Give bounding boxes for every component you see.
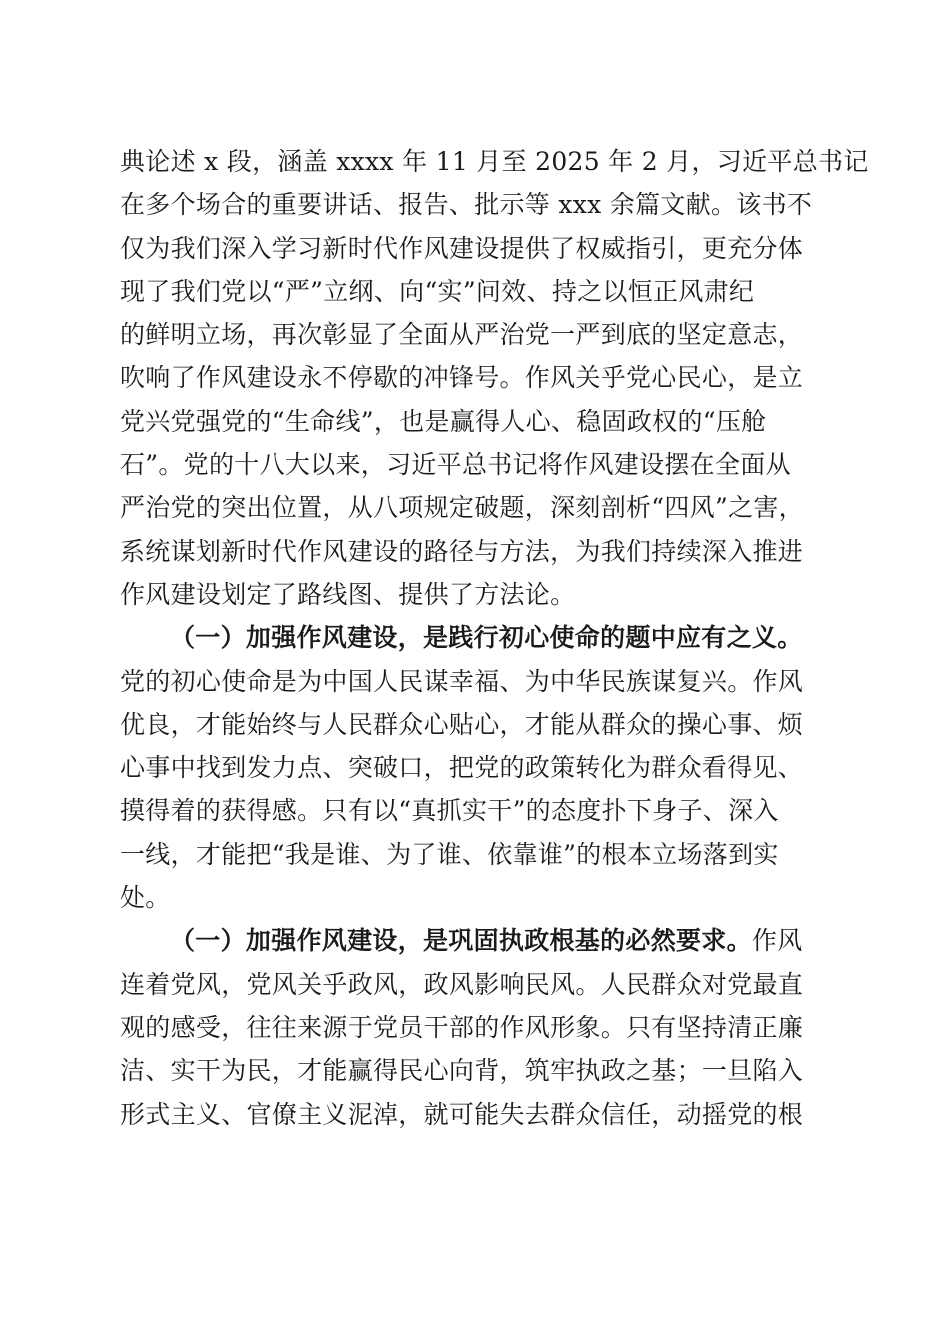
document-body	[120, 140, 869, 1136]
paragraph-line: 仅为我们深入学习新时代作风建设提供了权威指引，更充分体	[120, 233, 804, 263]
section-heading-tail: 作风	[751, 926, 803, 956]
paragraph-line: 心事中找到发力点、突破口，把党的政策转化为群众看得见、	[120, 753, 804, 783]
paragraph-line: 优良，才能始终与人民群众心贴心，才能从群众的操心事、烦	[120, 709, 804, 739]
paragraph-line: 现了我们党以“严”立纲、向“实”问效、持之以恒正风肃纪	[120, 276, 755, 306]
paragraph-section-2	[120, 919, 832, 1135]
paragraph-line: 党兴党强党的“生命线”，也是赢得人心、稳固政权的“压舱	[120, 406, 767, 436]
section-heading: （一）加强作风建设，是巩固执政根基的必然要求。	[170, 926, 752, 956]
paragraph-line: 在多个场合的重要讲话、报告、批示等 xxx 余篇文献。该书不	[120, 190, 813, 220]
paragraph-line: 连着党风，党风关乎政风，政风影响民风。人民群众对党最直	[120, 969, 804, 999]
paragraph-line: 摸得着的获得感。只有以“真抓实干”的态度扑下身子、深入	[120, 796, 779, 826]
section-heading: （一）加强作风建设，是践行初心使命的题中应有之义。	[170, 623, 803, 653]
paragraph-line: 石”。党的十八大以来，习近平总书记将作风建设摆在全面从	[120, 450, 791, 480]
paragraph-section-1	[120, 616, 832, 919]
paragraph-line: 处。	[120, 883, 171, 913]
paragraph-line: 严治党的突出位置，从八项规定破题，深刻剖析“四风”之害，	[120, 493, 804, 523]
paragraph-line: 一线，才能把“我是谁、为了谁、依靠谁”的根本立场落到实	[120, 839, 779, 869]
paragraph-line: 洁、实干为民，才能赢得民心向背，筑牢执政之基；一旦陷入	[120, 1056, 804, 1086]
section-heading-line	[120, 919, 832, 962]
paragraph-line: 观的感受，往往来源于党员干部的作风形象。只有坚持清正廉	[120, 1012, 804, 1042]
paragraph-line: 吹响了作风建设永不停歇的冲锋号。作风关乎党心民心，是立	[120, 363, 804, 393]
paragraph-line: 系统谋划新时代作风建设的路径与方法，为我们持续深入推进	[120, 536, 804, 566]
paragraph-line: 形式主义、官僚主义泥淖，就可能失去群众信任，动摇党的根	[120, 1099, 804, 1129]
paragraph-intro	[120, 140, 869, 616]
paragraph-line: 典论述 x 段，涵盖 xxxx 年 11 月至 2025 年 2 月，习近平总书记	[120, 147, 869, 176]
paragraph-line: 作风建设划定了路线图、提供了方法论。	[120, 579, 576, 609]
paragraph-line: 党的初心使命是为中国人民谋幸福、为中华民族谋复兴。作风	[120, 666, 804, 696]
paragraph-line: 的鲜明立场，再次彰显了全面从严治党一严到底的坚定意志，	[120, 320, 804, 350]
